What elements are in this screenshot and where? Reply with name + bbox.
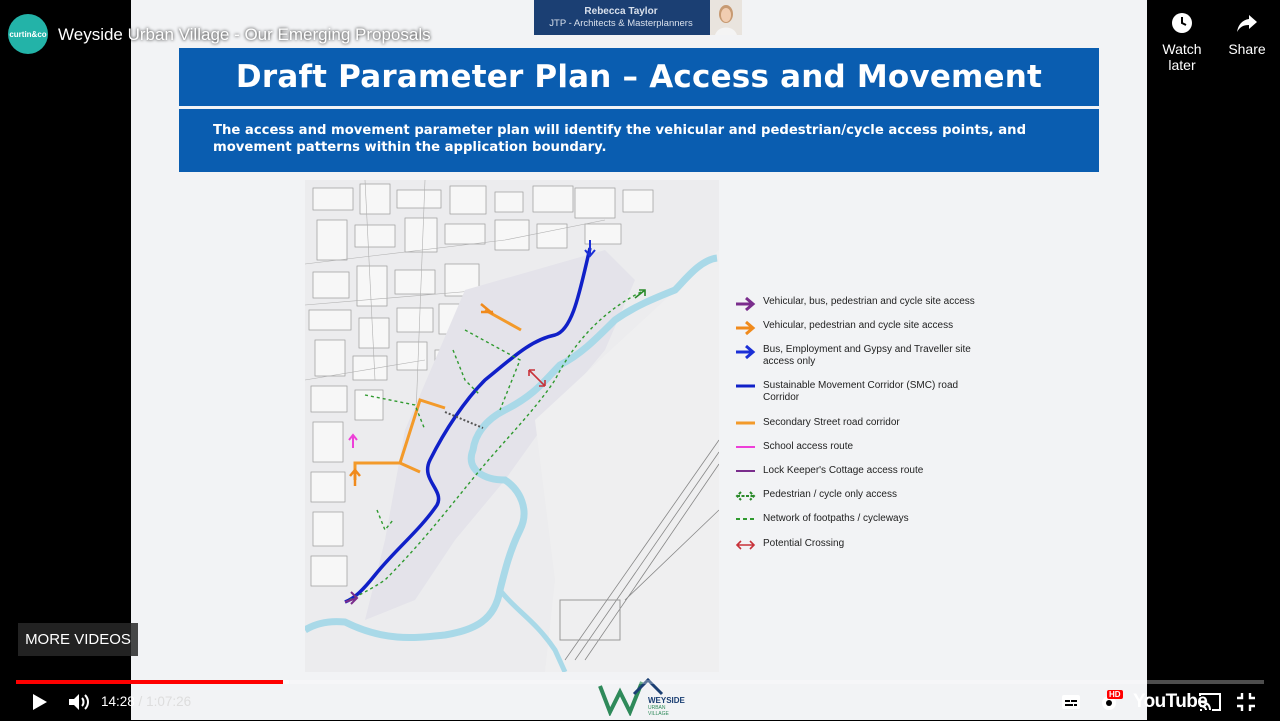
legend-label: Vehicular, pedestrian and cycle site access	[763, 320, 954, 331]
time-separator: /	[134, 694, 147, 709]
purple-line-icon	[733, 465, 759, 481]
legend-label: Lock Keeper's Cottage access route	[763, 465, 924, 476]
legend-item	[733, 441, 978, 457]
watermark-subtext: URBAN VILLAGE	[648, 705, 669, 717]
legend-item	[733, 320, 978, 336]
legend-item	[733, 489, 978, 505]
legend-label: Potential Crossing	[763, 538, 845, 549]
presenter-avatar-icon	[710, 0, 742, 35]
clock-icon	[1171, 12, 1193, 34]
legend-item	[733, 513, 978, 529]
legend-label: Pedestrian / cycle only access	[763, 489, 897, 500]
settings-button[interactable]	[1097, 690, 1125, 714]
presenter-name: Rebecca Taylor	[584, 6, 658, 17]
presenter-role: JTP - Architects & Masterplanners	[549, 18, 693, 29]
player-controls	[0, 686, 1280, 720]
volume-icon[interactable]	[67, 691, 91, 713]
legend-label: School access route	[763, 441, 854, 452]
legend-item	[733, 465, 978, 481]
legend-item	[733, 538, 978, 554]
watch-later-button[interactable]	[1147, 12, 1217, 73]
legend-item	[733, 296, 978, 312]
watermark-text: WEYSIDE	[648, 696, 685, 705]
legend-label: Network of footpaths / cycleways	[763, 513, 909, 524]
legend-label: Secondary Street road corridor	[763, 417, 900, 428]
orange-line-icon	[733, 417, 759, 433]
hd-badge: HD	[1109, 690, 1121, 699]
red-double-arrow-icon	[733, 538, 759, 554]
duration: 1:07:26	[146, 694, 192, 709]
legend-item	[733, 380, 978, 404]
legend-label: Sustainable Movement Corridor (SMC) road Corridor	[763, 380, 959, 403]
orange-arrow-icon	[733, 320, 759, 336]
presenter-card	[534, 0, 742, 35]
green-dashed-line-icon	[733, 513, 759, 529]
video-title[interactable]: Weyside Urban Village - Our Emerging Proposals	[58, 25, 431, 44]
legend-label: Bus, Employment and Gypsy and Traveller site access only	[763, 344, 971, 367]
green-double-arrow-icon	[733, 489, 759, 505]
cast-icon[interactable]	[1198, 691, 1222, 713]
parameter-plan-map	[305, 180, 719, 672]
channel-avatar[interactable]: curtin&co	[8, 14, 48, 54]
blue-line-icon	[733, 380, 759, 396]
exit-fullscreen-icon[interactable]	[1235, 691, 1257, 713]
play-icon[interactable]	[28, 691, 50, 713]
map-drawing	[305, 180, 719, 672]
subtitles-icon[interactable]	[1060, 691, 1082, 713]
legend-item	[733, 344, 978, 368]
progress-played	[16, 680, 283, 684]
progress-bar[interactable]	[16, 680, 1264, 684]
share-arrow-icon	[1236, 12, 1258, 34]
blue-arrow-icon	[733, 344, 759, 360]
legend-label: Vehicular, bus, pedestrian and cycle site access	[763, 296, 975, 307]
presenter-photo	[710, 0, 742, 35]
legend-item	[733, 417, 978, 433]
time-display	[101, 694, 191, 709]
youtube-logo[interactable]: YouTube	[1133, 691, 1208, 712]
purple-arrow-icon	[733, 296, 759, 312]
share-button[interactable]	[1225, 12, 1269, 57]
pink-line-icon	[733, 441, 759, 457]
more-videos-button[interactable]: MORE VIDEOS	[18, 623, 138, 656]
share-label: Share	[1228, 41, 1266, 57]
slide-title: Draft Parameter Plan – Access and Movement	[179, 48, 1099, 106]
watch-later-label: Watch later	[1162, 41, 1202, 73]
slide-subtitle: The access and movement parameter plan will identify the vehicular and pedestrian/cycle access points, and movement patterns within the application boundary.	[179, 109, 1099, 172]
current-time: 14:28	[101, 694, 135, 709]
